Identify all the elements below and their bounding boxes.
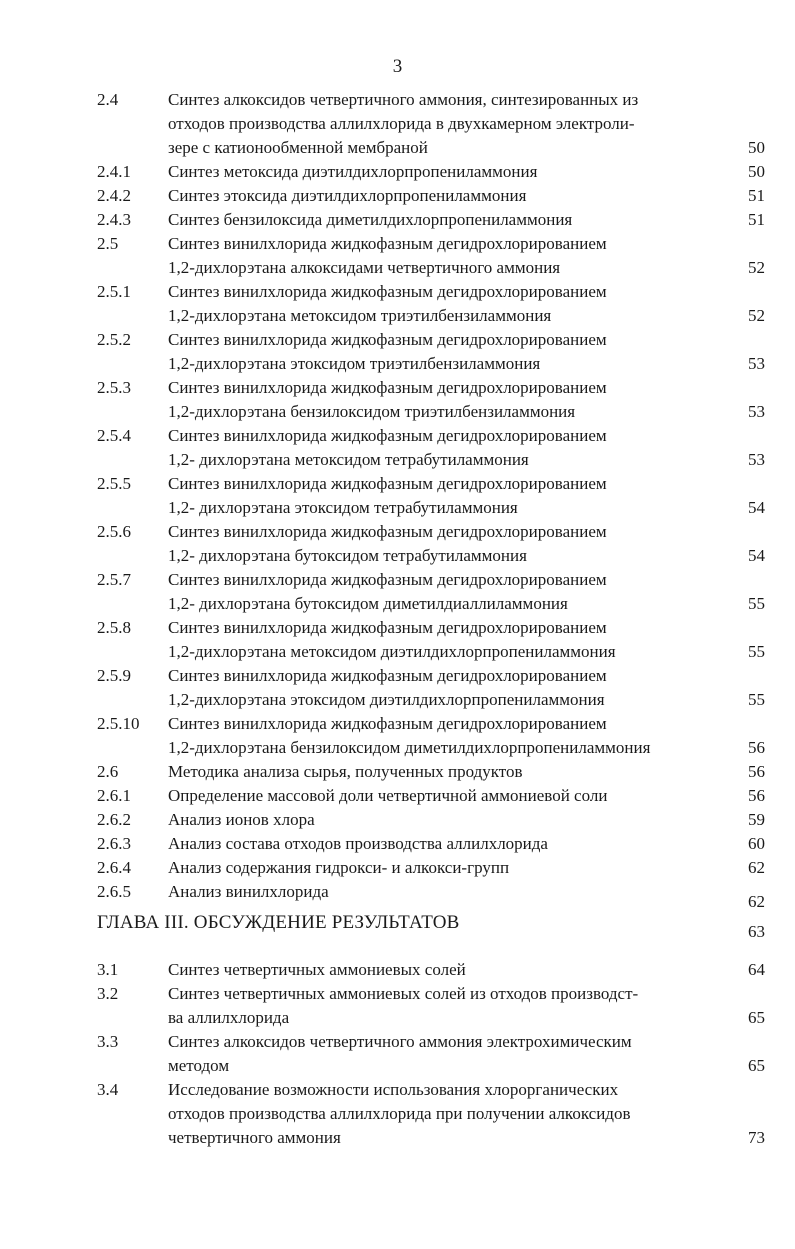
toc-entry xyxy=(0,958,795,982)
toc-entry-page: 56 xyxy=(748,762,765,781)
toc-entry-title xyxy=(168,784,728,808)
toc-entry xyxy=(0,616,795,664)
toc-entry-page: 50 xyxy=(748,138,765,157)
toc-entry-title xyxy=(168,808,728,832)
toc-entry-title-line: Анализ состава отходов производства аллилхлорида xyxy=(168,834,548,853)
toc-entry xyxy=(0,88,795,160)
toc-entry-number: 2.4.1 xyxy=(97,162,131,181)
toc-entry-number: 2.5.10 xyxy=(97,714,140,733)
toc-entry xyxy=(0,784,795,808)
toc-entry-title-line: Анализ содержания гидрокси- и алкокси-групп xyxy=(168,858,510,877)
toc-entry-page: 54 xyxy=(748,546,765,565)
chapter-title: ГЛАВА III. ОБСУЖДЕНИЕ РЕЗУЛЬТАТОВ xyxy=(97,912,460,933)
toc-entry xyxy=(0,328,795,376)
toc-entry-title-line: методом xyxy=(168,1056,230,1075)
toc-entry-title xyxy=(168,160,728,184)
toc-entry-number: 2.5.9 xyxy=(97,666,131,685)
toc-entry-number: 3.4 xyxy=(97,1080,119,1099)
toc-entry-title xyxy=(168,664,728,712)
toc-entry-title-line: 1,2- дихлорэтана этоксидом тетрабутиламмония xyxy=(168,498,518,517)
toc-entry-number: 2.5.5 xyxy=(97,474,131,493)
toc-entry-title xyxy=(168,880,728,904)
toc-entry-title-line: 1,2-дихлорэтана этоксидом триэтилбензиламмония xyxy=(168,354,541,373)
toc-entry-number: 2.5.3 xyxy=(97,378,131,397)
toc-entry-title-line: 1,2-дихлорэтана метоксидом диэтилдихлорпропениламмония xyxy=(168,642,616,661)
toc-entry-title-line: Синтез алкоксидов четвертичного аммония, синтезированных из xyxy=(168,90,639,109)
toc-entry-title-line: 1,2- дихлорэтана бутоксидом диметилдиаллиламмония xyxy=(168,594,568,613)
toc-entry-number: 3.1 xyxy=(97,960,119,979)
toc-entry xyxy=(0,1078,795,1150)
toc-entry-number: 2.6.3 xyxy=(97,834,131,853)
toc-entry-page: 53 xyxy=(748,354,765,373)
toc-entry-number: 2.6.2 xyxy=(97,810,131,829)
toc-entry-title xyxy=(168,376,728,424)
toc-entry-title-line: Синтез четвертичных аммониевых солей из отходов производст- xyxy=(168,984,639,1003)
toc-entry xyxy=(0,568,795,616)
toc-entry xyxy=(0,712,795,760)
toc-entry-number: 2.6.5 xyxy=(97,882,131,901)
toc-entry-title-line: Определение массовой доли четвертичной аммониевой соли xyxy=(168,786,608,805)
toc-entry-page: 55 xyxy=(748,642,765,661)
toc-entry-title-line: Синтез алкоксидов четвертичного аммония электрохимическим xyxy=(168,1032,632,1051)
toc-entry-title-line: ва аллилхлорида xyxy=(168,1008,290,1027)
toc-entry-title-line: Синтез винилхлорида жидкофазным дегидрохлорированием xyxy=(168,234,607,253)
toc-entry-title xyxy=(168,280,728,328)
toc-entry-title-line: Синтез винилхлорида жидкофазным дегидрохлорированием xyxy=(168,426,607,445)
toc-entry-title xyxy=(168,328,728,376)
toc-entry-title-line: Синтез винилхлорида жидкофазным дегидрохлорированием xyxy=(168,570,607,589)
toc-entry-title-line: Синтез этоксида диэтилдихлорпропениламмония xyxy=(168,186,527,205)
toc-entry-page: 54 xyxy=(748,498,765,517)
toc-entry-title-line: 1,2- дихлорэтана бутоксидом тетрабутиламмония xyxy=(168,546,527,565)
toc-entry-page: 73 xyxy=(748,1128,765,1147)
toc-entry-page: 65 xyxy=(748,1008,765,1027)
toc-entry-title xyxy=(168,832,728,856)
toc-entry-page: 60 xyxy=(748,834,765,853)
toc-entry-title xyxy=(168,1030,728,1078)
toc-entry-number: 2.4.3 xyxy=(97,210,131,229)
toc-entry-title xyxy=(168,616,728,664)
toc-entry-number: 2.5.7 xyxy=(97,570,131,589)
toc-entry xyxy=(0,280,795,328)
toc-entry xyxy=(0,424,795,472)
toc-entry-title-line: Синтез винилхлорида жидкофазным дегидрохлорированием xyxy=(168,666,607,685)
toc-entry-page: 50 xyxy=(748,162,765,181)
toc-entry-title-line: 1,2-дихлорэтана этоксидом диэтилдихлорпропениламмония xyxy=(168,690,605,709)
toc-entry-title-line: Синтез винилхлорида жидкофазным дегидрохлорированием xyxy=(168,474,607,493)
chapter-page-number: 63 xyxy=(748,922,765,941)
page-number: 3 xyxy=(392,56,403,77)
toc-entry-title xyxy=(168,520,728,568)
toc-entry-title xyxy=(168,958,728,982)
toc-entry-page: 53 xyxy=(748,450,765,469)
toc-entry-number: 2.5.2 xyxy=(97,330,131,349)
toc-entry-page: 51 xyxy=(748,210,765,229)
toc-entry xyxy=(0,880,795,911)
toc-entry-number: 3.2 xyxy=(97,984,119,1003)
toc-entry-title-line: зере с катионообменной мембраной xyxy=(168,138,428,157)
toc-entry-number: 3.3 xyxy=(97,1032,119,1051)
toc-section-chapter-3 xyxy=(0,958,795,1150)
toc-entry-title-line: Анализ винилхлорида xyxy=(168,882,329,901)
toc-entry-title-line: Синтез винилхлорида жидкофазным дегидрохлорированием xyxy=(168,282,607,301)
toc-entry-page: 59 xyxy=(748,810,765,829)
toc-entry-title-line: Синтез винилхлорида жидкофазным дегидрохлорированием xyxy=(168,522,607,541)
toc-entry xyxy=(0,808,795,832)
toc-entry-page: 52 xyxy=(748,258,765,277)
toc-entry-title-line: четвертичного аммония xyxy=(168,1128,341,1147)
toc-entry-page: 56 xyxy=(748,786,765,805)
toc-entry-number: 2.6 xyxy=(97,762,119,781)
toc-entry xyxy=(0,1030,795,1078)
toc-entry xyxy=(0,664,795,712)
toc-entry-page: 62 xyxy=(748,858,765,877)
toc-entry-title-line: Синтез четвертичных аммониевых солей xyxy=(168,960,466,979)
toc-section-chapter-2 xyxy=(0,88,795,911)
toc-entry-title-line: Синтез винилхлорида жидкофазным дегидрохлорированием xyxy=(168,714,607,733)
toc-entry-page: 51 xyxy=(748,186,765,205)
toc-entry xyxy=(0,208,795,232)
toc-entry-page: 56 xyxy=(748,738,765,757)
toc-entry-title xyxy=(168,568,728,616)
toc-entry xyxy=(0,376,795,424)
toc-entry-title xyxy=(168,184,728,208)
toc-entry-title-line: Методика анализа сырья, полученных продуктов xyxy=(168,762,523,781)
toc-entry xyxy=(0,856,795,880)
toc-entry xyxy=(0,982,795,1030)
toc-entry-number: 2.4.2 xyxy=(97,186,131,205)
toc-entry xyxy=(0,832,795,856)
toc-entry-title-line: Анализ ионов хлора xyxy=(168,810,315,829)
toc-entry xyxy=(0,760,795,784)
toc-entry-title xyxy=(168,712,728,760)
toc-entry-title-line: 1,2-дихлорэтана бензилоксидом триэтилбензиламмония xyxy=(168,402,576,421)
toc-entry-title xyxy=(168,424,728,472)
toc-entry xyxy=(0,520,795,568)
toc-entry-number: 2.5.8 xyxy=(97,618,131,637)
toc-entry-title-line: Синтез винилхлорида жидкофазным дегидрохлорированием xyxy=(168,330,607,349)
toc-entry-page: 55 xyxy=(748,690,765,709)
toc-entry-title-line: 1,2-дихлорэтана алкоксидами четвертичного аммония xyxy=(168,258,561,277)
toc-entry xyxy=(0,472,795,520)
toc-entry-page: 62 xyxy=(748,892,765,911)
toc-entry-title-line: Синтез винилхлорида жидкофазным дегидрохлорированием xyxy=(168,618,607,637)
toc-entry-number: 2.5 xyxy=(97,234,119,253)
toc-entry-title xyxy=(168,760,728,784)
toc-entry-page: 64 xyxy=(748,960,765,979)
toc-entry-page: 53 xyxy=(748,402,765,421)
toc-entry-page: 55 xyxy=(748,594,765,613)
toc-entry xyxy=(0,232,795,280)
chapter-heading xyxy=(0,906,795,946)
toc-entry-title-line: 1,2- дихлорэтана метоксидом тетрабутиламмония xyxy=(168,450,529,469)
toc-entry-title xyxy=(168,88,728,160)
toc-entry-title-line: Синтез бензилоксида диметилдихлорпропениламмония xyxy=(168,210,573,229)
toc-entry-title-line: 1,2-дихлорэтана бензилоксидом диметилдихлорпропениламмония xyxy=(168,738,651,757)
toc-entry-page: 52 xyxy=(748,306,765,325)
toc-entry-title-line: 1,2-дихлорэтана метоксидом триэтилбензиламмония xyxy=(168,306,552,325)
toc-entry-number: 2.5.4 xyxy=(97,426,131,445)
toc-entry-title-line: Исследование возможности использования хлорорганических xyxy=(168,1080,619,1099)
toc-entry-title-line: Синтез винилхлорида жидкофазным дегидрохлорированием xyxy=(168,378,607,397)
toc-entry-page: 65 xyxy=(748,1056,765,1075)
toc-entry-number: 2.5.1 xyxy=(97,282,131,301)
toc-entry-title-line: отходов производства аллилхлорида в двухкамерном электроли- xyxy=(168,114,635,133)
toc-entry-title xyxy=(168,232,728,280)
toc-entry-title xyxy=(168,208,728,232)
toc-entry-title xyxy=(168,472,728,520)
toc-entry-number: 2.6.4 xyxy=(97,858,131,877)
toc-entry xyxy=(0,160,795,184)
toc-entry-title-line: отходов производства аллилхлорида при получении алкоксидов xyxy=(168,1104,631,1123)
toc-entry-title-line: Синтез метоксида диэтилдихлорпропениламмония xyxy=(168,162,538,181)
toc-entry-number: 2.4 xyxy=(97,90,119,109)
table-of-contents xyxy=(0,88,795,1150)
toc-entry xyxy=(0,184,795,208)
toc-entry-number: 2.5.6 xyxy=(97,522,131,541)
toc-entry-title xyxy=(168,1078,728,1150)
toc-entry-number: 2.6.1 xyxy=(97,786,131,805)
toc-entry-title xyxy=(168,982,728,1030)
toc-entry-title xyxy=(168,856,728,880)
